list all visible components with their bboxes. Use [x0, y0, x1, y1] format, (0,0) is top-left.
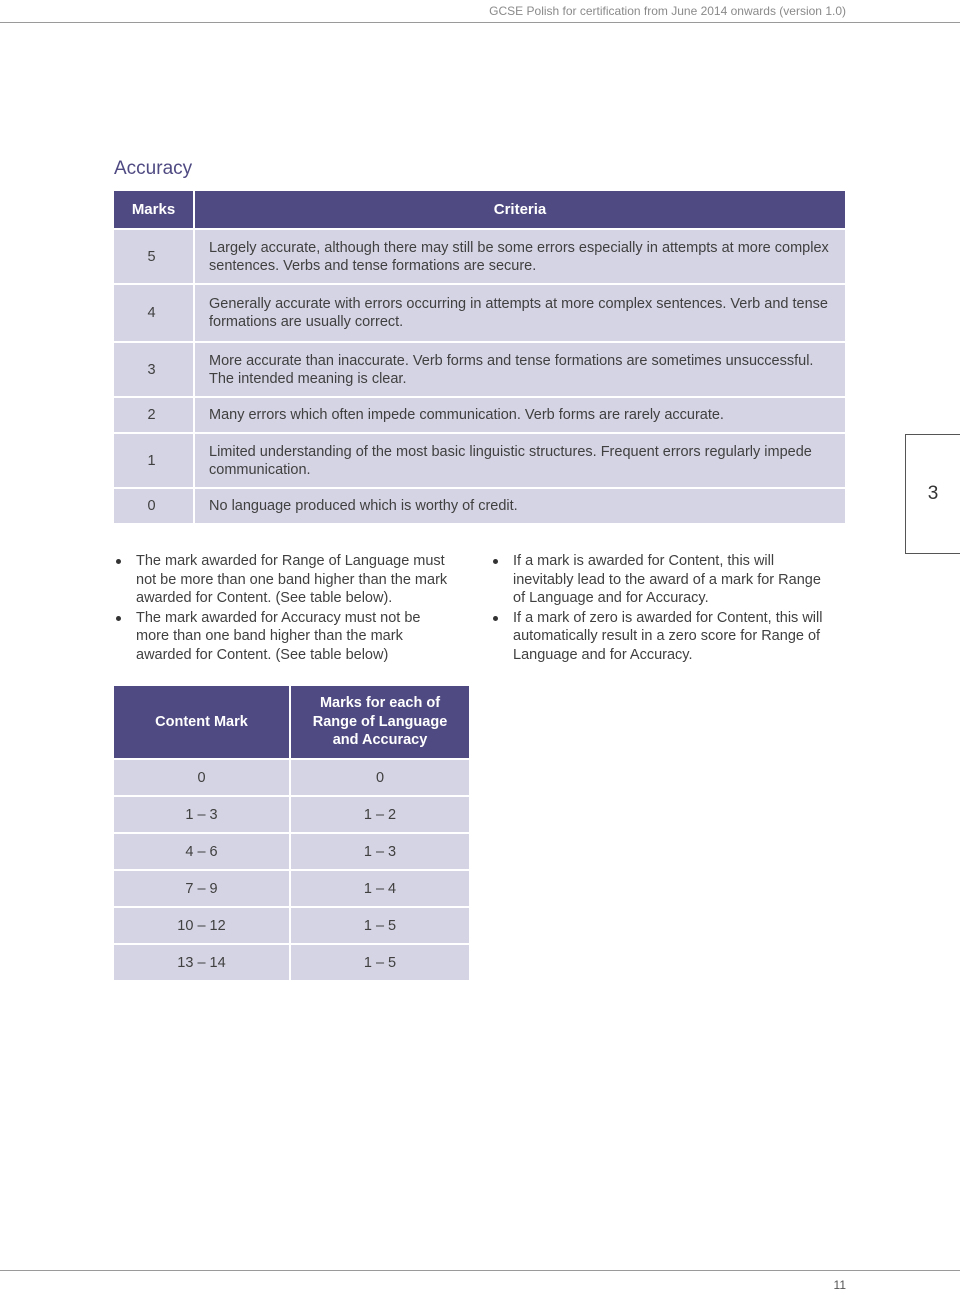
marks-each-value: 1 – 5 [291, 908, 469, 945]
content-mark-value: 1 – 3 [114, 797, 291, 834]
notes-right-list [491, 552, 831, 665]
accuracy-table [114, 191, 845, 525]
section-side-tab: 3 [905, 434, 960, 554]
content-table-header-row [114, 686, 469, 760]
mark-value: 2 [114, 398, 195, 434]
content-mark-value: 10 – 12 [114, 908, 291, 945]
note-item [491, 552, 831, 608]
criteria-text: No language produced which is worthy of credit. [195, 489, 845, 525]
note-text: If a mark of zero is awarded for Content, this will automatically result in a zero score for Range of Language and for Accuracy. [513, 609, 823, 663]
content-table-row [114, 760, 469, 797]
criteria-text: Generally accurate with errors occurring in attempts at more complex sentences. Verb and tense formations are usually correct. [195, 285, 845, 343]
criteria-text: More accurate than inaccurate. Verb forms and tense formations are sometimes unsuccessful. The intended meaning is clear. [195, 343, 845, 398]
accuracy-row [114, 398, 845, 434]
content-table-row [114, 834, 469, 871]
content-mark-value: 0 [114, 760, 291, 797]
accuracy-table-header-row [114, 191, 845, 230]
marks-each-value: 1 – 3 [291, 834, 469, 871]
mark-value: 4 [114, 285, 195, 343]
note-item [114, 552, 454, 608]
accuracy-row [114, 434, 845, 489]
marks-each-value: 1 – 4 [291, 871, 469, 908]
accuracy-row [114, 230, 845, 285]
bullet-icon [493, 559, 498, 564]
content-mark-value: 4 – 6 [114, 834, 291, 871]
content-table-row [114, 945, 469, 982]
marks-each-value: 0 [291, 760, 469, 797]
mark-value: 3 [114, 343, 195, 398]
marks-each-value: 1 – 5 [291, 945, 469, 982]
notes-left-list [114, 552, 454, 665]
mark-value: 1 [114, 434, 195, 489]
mark-value: 0 [114, 489, 195, 525]
mark-value: 5 [114, 230, 195, 285]
bullet-icon [493, 616, 498, 621]
content-mark-value: 7 – 9 [114, 871, 291, 908]
criteria-text: Largely accurate, although there may still be some errors especially in attempts at more complex sentences. Verbs and tense formations are secure. [195, 230, 845, 285]
note-item [114, 609, 454, 665]
note-text: The mark awarded for Range of Language must not be more than one band higher than the mark awarded for Content. (See table below). [136, 553, 448, 606]
accuracy-row [114, 343, 845, 398]
note-item [491, 609, 831, 665]
criteria-column-header: Criteria [195, 191, 845, 230]
section-title: Accuracy [114, 158, 193, 179]
marks-each-header: Marks for each of Range of Language and Accuracy [291, 686, 469, 760]
content-mark-header: Content Mark [114, 686, 291, 760]
running-header: GCSE Polish for certification from June 2014 onwards (version 1.0) [489, 4, 846, 18]
marks-each-value: 1 – 2 [291, 797, 469, 834]
bullet-icon [116, 559, 121, 564]
content-mark-table [114, 686, 469, 982]
content-mark-value: 13 – 14 [114, 945, 291, 982]
note-text: The mark awarded for Accuracy must not be more than one band higher than the mark awarded for Content. (See table below) [136, 609, 421, 663]
content-table-row [114, 871, 469, 908]
content-table-row [114, 797, 469, 834]
content-table-row [114, 908, 469, 945]
footer-rule [0, 1270, 960, 1271]
page-number: 11 [833, 1278, 846, 1292]
criteria-text: Limited understanding of the most basic linguistic structures. Frequent errors regularly impede communication. [195, 434, 845, 489]
accuracy-row [114, 489, 845, 525]
accuracy-row [114, 285, 845, 343]
bullet-icon [116, 616, 121, 621]
marks-column-header: Marks [114, 191, 195, 230]
criteria-text: Many errors which often impede communication. Verb forms are rarely accurate. [195, 398, 845, 434]
note-text: If a mark is awarded for Content, this will inevitably lead to the award of a mark for Range of Language and for Accuracy. [513, 553, 821, 606]
header-rule [0, 22, 960, 23]
